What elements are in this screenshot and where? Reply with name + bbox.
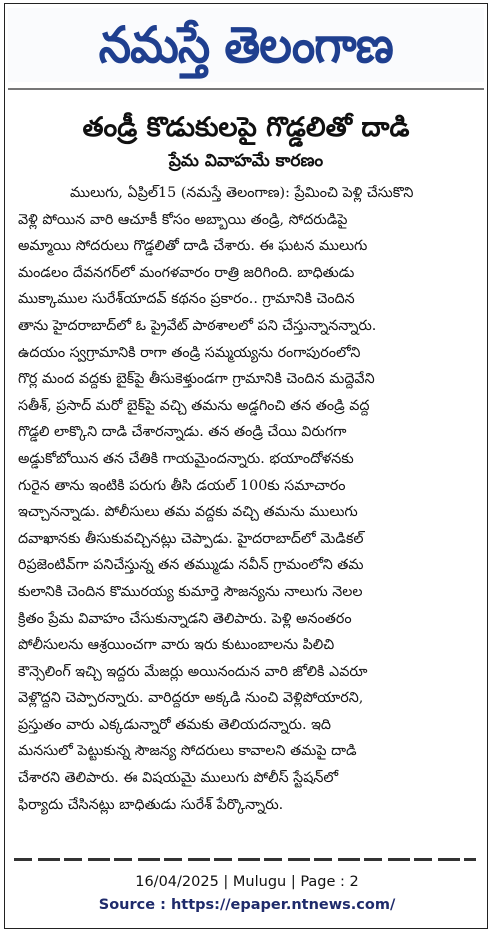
- newspaper-masthead: [8, 8, 484, 82]
- body-line: ములుగు, ఏప్రిల్15 (నమస్తే తెలంగాణ): ప్రేమించి పెళ్లి చేసుకొని: [70, 185, 414, 201]
- body-line: పోలీసులను ఆశ్రయించగా వారు ఇరు కుటుంబాలను పిలిచి: [18, 637, 335, 654]
- cropped-text-edge: [14, 857, 476, 863]
- article-body: [18, 180, 476, 818]
- body-line: ముక్కాముల సురేశ్‌యాదవ్ కథనం ప్రకారం.. గ్రామానికి చెందిన: [18, 291, 355, 308]
- body-line: అడ్డుకోబోయిన తన చేతికి గాయమైందన్నారు. భయాందోళనకు: [18, 450, 354, 467]
- body-line: వెళ్లి పోయిన వారి ఆచూకీ కోసం అబ్బాయి తండ్రి, సోదరుడిపై: [18, 211, 348, 228]
- body-line: ఫిర్యాదు చేసినట్లు బాధితుడు సురేశ్ పేర్కొన్నారు.: [18, 796, 284, 813]
- body-line: కౌన్సెలింగ్ ఇచ్చి ఇద్దరు మేజర్లు అయినందున వారి జోలికి ఎవరూ: [18, 663, 368, 680]
- body-line: కులానికి చెందిన కొమురయ్య కుమార్తె సౌజన్యను నాలుగు నెలల: [18, 583, 363, 600]
- body-line: మనసులో పెట్టుకున్న సౌజన్య సోదరులు కావాలని తమపై దాడి: [18, 743, 357, 760]
- body-line: తాను హైదరాబాద్‌లో ఓ ప్రైవేట్ పాఠశాలలో పని చేస్తున్నానన్నారు.: [18, 317, 377, 334]
- body-line: అమ్మాయి సోదరులు గొడ్డలితో దాడి చేశారు. ఈ ఘటన ములుగు: [18, 238, 368, 255]
- article-subheadline: ప్రేమ వివాహమే కారణం: [168, 151, 324, 171]
- body-line: గొడ్డలి లాక్కొని దాడి చేశారన్నాడు. తన తండ్రి చేయి విరుగగా: [18, 424, 347, 441]
- clipping-info: 16/04/2025 | Mulugu | Page : 2: [135, 874, 359, 890]
- body-line: చేశారని తెలిపారు. ఈ విషయమై ములుగు పోలీస్ స్టేషన్‌లో: [18, 770, 339, 787]
- body-line: వెళ్లొద్దని చెప్పారన్నారు. వారిద్దరూ అక్కడి నుంచి వెళ్లిపోయారని,: [18, 690, 364, 707]
- body-line: క్రితం ప్రేమ వివాహం చేసుకున్నాడని తెలిపారు. పెళ్లి అనంతరం: [18, 610, 352, 627]
- body-line: మండలం దేవనగర్‌లో మంగళవారం రాత్రి జరిగింది. బాధితుడు: [18, 264, 355, 281]
- masthead-divider: [8, 88, 484, 90]
- body-line: దవాఖానకు తీసుకువచ్చినట్లు చెప్పాడు. హైదరాబాద్‌లో మెడికల్: [18, 530, 364, 547]
- body-line: సతీశ్, ప్రసాద్ మరో బైక్‌పై వచ్చి తమను అడ్డగించి తన తండ్రి వద్ద: [18, 397, 370, 414]
- masthead-title: నమస్తే తెలంగాణ: [99, 16, 393, 74]
- body-line: రిప్రజెంటివ్‌గా పనిచేస్తున్న తన తమ్ముడు నవీన్ గ్రామంలోని తమ: [18, 557, 364, 574]
- body-line: గొర్ల మంద వద్దకు బైక్‌పై తీసుకెళ్తుండగా గ్రామానికి చెందిన మద్దెవేని: [18, 371, 375, 388]
- body-line: ఉదయం స్వగ్రామానికి రాగా తండ్రి సమ్మయ్యను రంగాపురంలోని: [18, 344, 361, 361]
- body-line: ఇచ్చానన్నాడు. పోలీసులు తమ వద్దకు వచ్చి తమను ములుగు: [18, 504, 358, 521]
- body-line: ప్రస్తుతం వారు ఎక్కడున్నారో తమకు తెలియదన్నారు. ఇది: [18, 716, 332, 733]
- body-line: గురైన తాను ఇంటికి పరుగు తీసి డయల్ 100కు సమాచారం: [18, 477, 346, 494]
- article-headline: తండ్రీ కొడుకులపై గొడ్డలితో దాడి: [82, 112, 410, 143]
- clipping-source-link[interactable]: Source : https://epaper.ntnews.com/: [98, 897, 396, 913]
